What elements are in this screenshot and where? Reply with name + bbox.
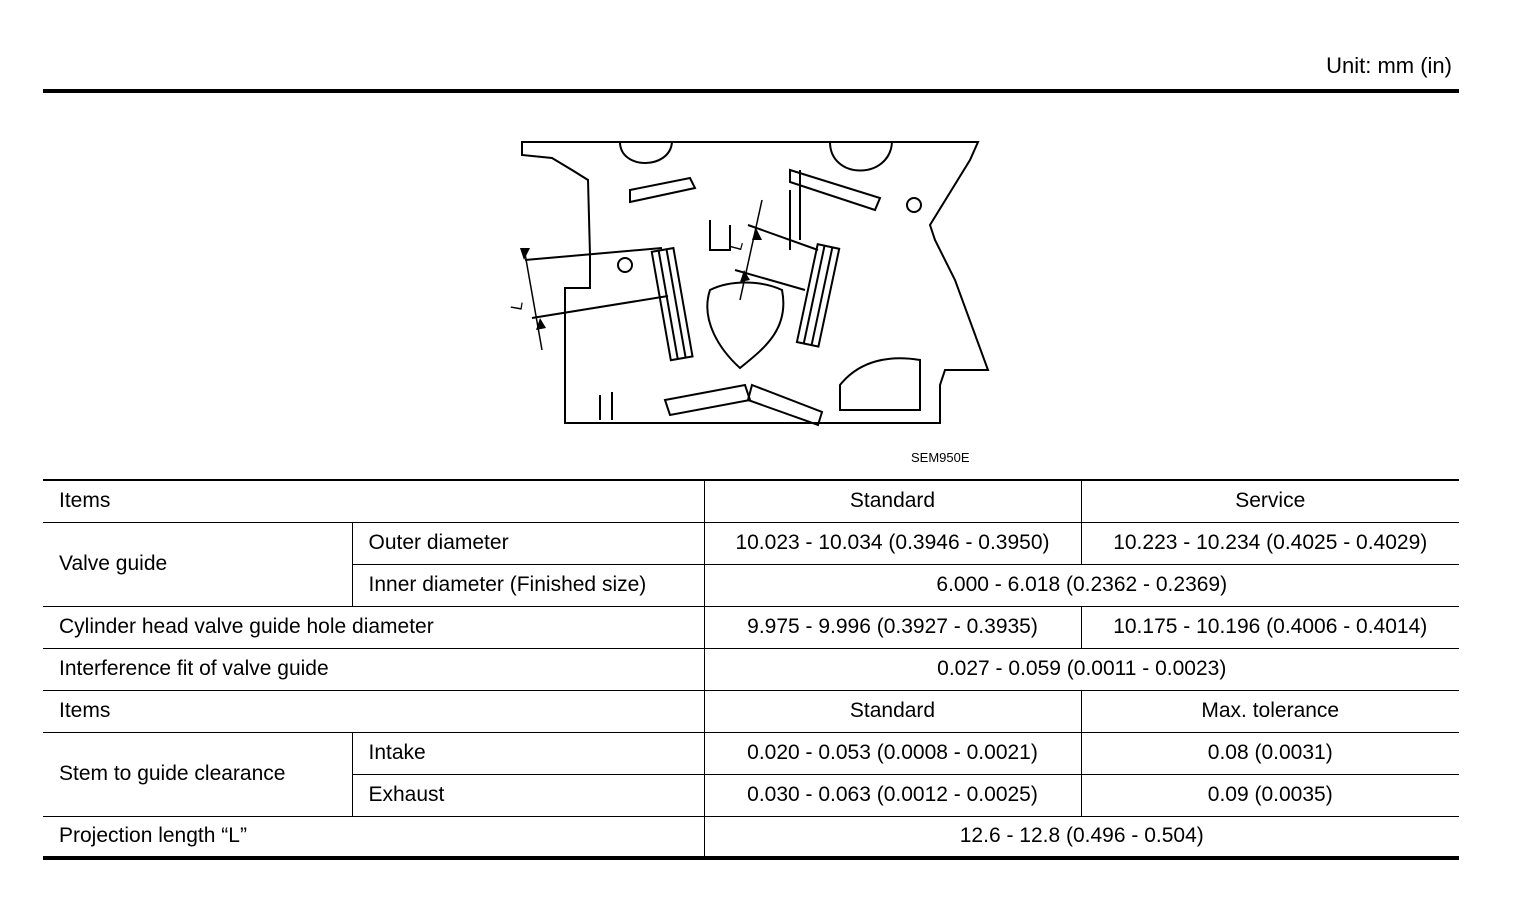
hole-diameter-standard: 9.975 - 9.996 (0.3927 - 0.3935): [704, 606, 1081, 648]
dimension-label-right: L: [728, 239, 747, 253]
valve-guide-spec-table: [43, 479, 1459, 860]
exhaust-max: 0.09 (0.0035): [1081, 774, 1459, 816]
header2-max-tolerance: Max. tolerance: [1081, 690, 1459, 732]
left-passage: [630, 178, 695, 202]
bolt-hole: [907, 198, 921, 212]
header-items: Items: [43, 480, 704, 522]
valve-guide-label: Valve guide: [43, 522, 352, 606]
figure-code: SEM950E: [911, 450, 970, 465]
outer-diameter-standard: 10.023 - 10.034 (0.3946 - 0.3950): [704, 522, 1081, 564]
table-row: [43, 648, 1459, 690]
header-row-2: [43, 690, 1459, 732]
top-port-right: [830, 142, 892, 171]
dimension-line-left-2: [532, 296, 668, 318]
left-hole: [618, 258, 632, 272]
right-passage: [790, 170, 880, 210]
valve-guide-right: [797, 244, 839, 346]
inner-diameter-label: Inner diameter (Finished size): [352, 564, 704, 606]
combustion-chamber: [707, 283, 783, 369]
right-cavity: [840, 358, 920, 410]
projection-value: 12.6 - 12.8 (0.496 - 0.504): [704, 816, 1459, 858]
hole-diameter-label: Cylinder head valve guide hole diameter: [43, 606, 704, 648]
projection-label: Projection length “L”: [43, 816, 704, 858]
valve-seat-right: [748, 385, 822, 425]
header-row: [43, 480, 1459, 522]
interference-value: 0.027 - 0.059 (0.0011 - 0.0023): [704, 648, 1459, 690]
table-row: [43, 606, 1459, 648]
intake-max: 0.08 (0.0031): [1081, 732, 1459, 774]
exhaust-standard: 0.030 - 0.063 (0.0012 - 0.0025): [704, 774, 1081, 816]
arrow-head-left-top: [520, 248, 530, 260]
table-row: [43, 732, 1459, 774]
header2-standard: Standard: [704, 690, 1081, 732]
table-row: [43, 522, 1459, 564]
dimension-arrow-left: [524, 248, 542, 350]
bottom-slot-left: [600, 392, 612, 420]
clearance-label: Stem to guide clearance: [43, 732, 352, 816]
valve-guide-left: [652, 248, 693, 360]
interference-label: Interference fit of valve guide: [43, 648, 704, 690]
intake-standard: 0.020 - 0.053 (0.0008 - 0.0021): [704, 732, 1081, 774]
header2-items: Items: [43, 690, 704, 732]
top-port-left: [620, 142, 672, 163]
unit-label: Unit: mm (in): [1326, 53, 1452, 78]
outer-diameter-service: 10.223 - 10.234 (0.4025 - 0.4029): [1081, 522, 1459, 564]
top-rule: [43, 89, 1459, 93]
outer-diameter-label: Outer diameter: [352, 522, 704, 564]
intake-label: Intake: [352, 732, 704, 774]
dimension-line-left: [525, 248, 662, 260]
inner-diameter-value: 6.000 - 6.018 (0.2362 - 0.2369): [704, 564, 1459, 606]
exhaust-label: Exhaust: [352, 774, 704, 816]
dimension-label-left: L: [508, 299, 527, 312]
valve-seat-left: [665, 385, 750, 415]
table-row: [43, 816, 1459, 858]
header-standard: Standard: [704, 480, 1081, 522]
cylinder-head-diagram: [500, 130, 1000, 435]
hole-diameter-service: 10.175 - 10.196 (0.4006 - 0.4014): [1081, 606, 1459, 648]
header-service: Service: [1081, 480, 1459, 522]
